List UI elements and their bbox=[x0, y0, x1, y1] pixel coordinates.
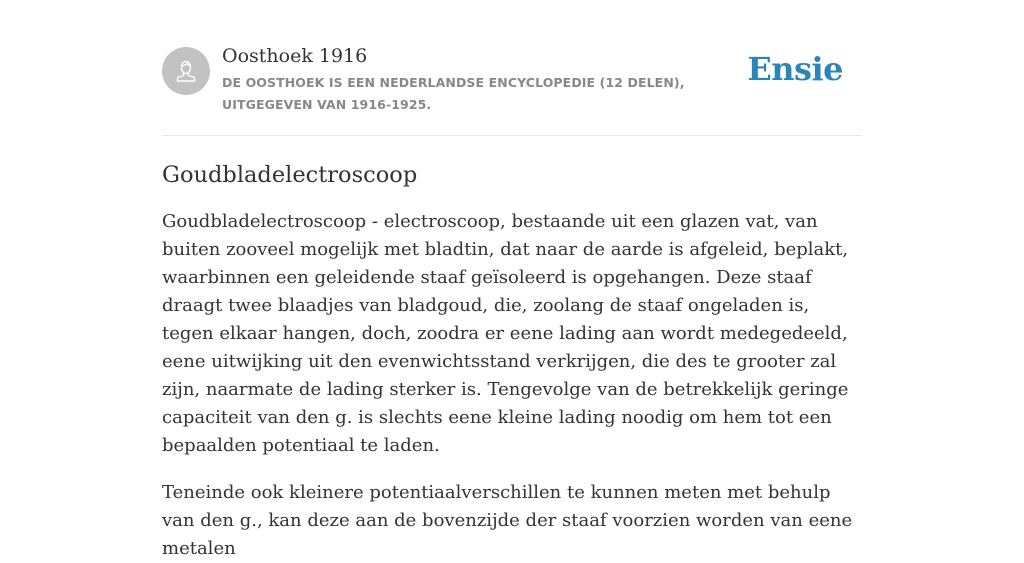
content-container bbox=[162, 0, 862, 563]
article-title: Goudbladelectroscoop bbox=[162, 162, 418, 188]
source-title[interactable]: Oosthoek 1916 bbox=[222, 45, 368, 67]
article-paragraph-2: Teneinde ook kleinere potentiaalverschillen te kunnen meten met behulp van den g., kan deze aan de bovenzijde der staaf voorzien worden van eene metalen bbox=[162, 482, 853, 559]
source-header bbox=[162, 0, 862, 136]
avatar[interactable] bbox=[162, 47, 210, 95]
source-description: DE OOSTHOEK IS EEN NEDERLANDSE ENCYCLOPEDIE (12 DELEN), UITGEGEVEN VAN 1916-1925. bbox=[222, 75, 685, 112]
ensie-logo[interactable]: Ensie bbox=[747, 50, 843, 88]
user-icon bbox=[171, 56, 201, 86]
article-paragraph-1: Goudbladelectroscoop - electroscoop, bestaande uit een glazen vat, van buiten zooveel mogelijk met bladtin, dat naar de aarde is afgeleid, beplakt, waarbinnen een geleidende staaf geïsoleerd is opgehangen. Deze staaf draagt twee blaadjes van bladgoud, die, zoolang de staaf ongeladen is, tegen elkaar hangen, doch, zoodra er eene lading aan wordt medegedeeld, eene uitwijking uit den evenwichtsstand verkrijgen, die des te grooter zal zijn, naarmate de lading sterker is. Tengevolge van de betrekkelijk geringe capaciteit van den g. is slechts eene kleine lading noodig om hem tot een bepaalden potentiaal te laden. bbox=[162, 211, 849, 456]
